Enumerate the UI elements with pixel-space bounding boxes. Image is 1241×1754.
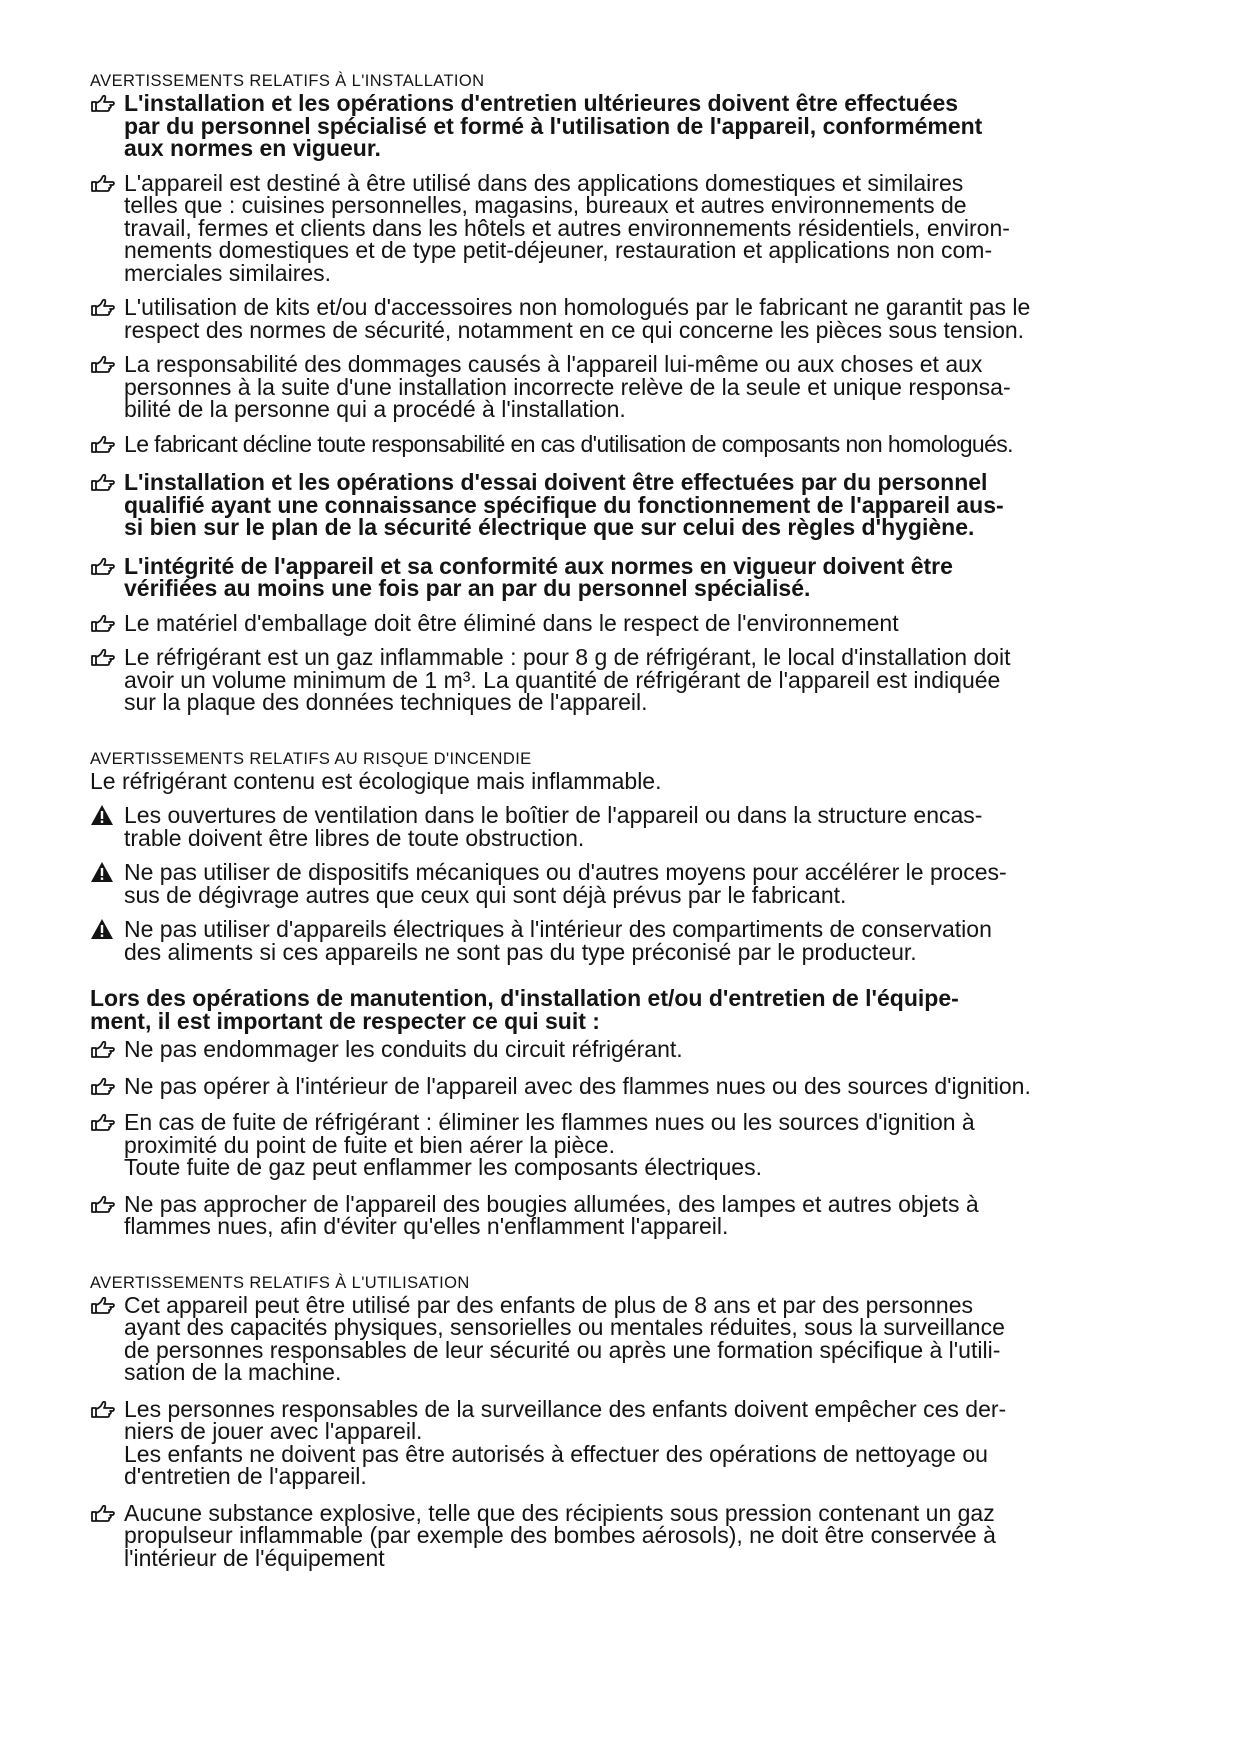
section-heading-installation: AVERTISSEMENTS RELATIFS À L'INSTALLATION bbox=[90, 72, 485, 90]
pointing-hand-icon bbox=[90, 433, 124, 455]
list-item bbox=[90, 1190, 1165, 1239]
list-item-text: Le réfrigérant est un gaz inflammable : pour 8 g de réfrigérant, le local d'installation doit avoir un volume minimum de 1 m³. La quantité de réfrigérant de l'appareil est indiquée sur la plaque des données techniques de l'appareil. bbox=[124, 644, 1011, 715]
list-item bbox=[90, 552, 1165, 601]
warning-triangle-icon bbox=[90, 918, 124, 940]
list-item bbox=[90, 646, 1165, 714]
list-item-text: L'intégrité de l'appareil et sa conformité aux normes en vigueur doivent être vérifiées au moins une fois par an par du personnel spécialisé. bbox=[124, 552, 953, 601]
list-item-text: La responsabilité des dommages causés à l'appareil lui-même ou aux choses et aux personnes à la suite d'une installation incorrecte relève de la seule et unique responsa- bilité de la personne qui a procédé à l'installation. bbox=[124, 351, 1011, 422]
list-item bbox=[90, 92, 1165, 160]
section-heading-fire: AVERTISSEMENTS RELATIFS AU RISQUE D'INCENDIE bbox=[90, 749, 532, 768]
section-heading-use: AVERTISSEMENTS RELATIFS À L'UTILISATION bbox=[90, 1273, 470, 1292]
pointing-hand-icon bbox=[90, 555, 124, 577]
warning-triangle-icon bbox=[90, 804, 124, 826]
list-item-text: L'appareil est destiné à être utilisé dans des applications domestiques et similaires telles que : cuisines personnelles, magasins, bureaux et autres environnements de travail, fermes et clients dans les hôtels et autres environnements résidentiels, environ- nements domestiques et de type petit-déjeuner, restauration et applications non com- merciales similaires. bbox=[124, 169, 1010, 286]
list-item-text: En cas de fuite de réfrigérant : éliminer les flammes nues ou les sources d'ignition à proximité du point de fuite et bien aérer la pièce. Toute fuite de gaz peut enflammer les composants électriques. bbox=[124, 1109, 975, 1180]
warning-item bbox=[90, 861, 1165, 906]
list-item bbox=[90, 1038, 1165, 1061]
list-item bbox=[90, 1291, 1165, 1385]
list-item bbox=[90, 1072, 1165, 1099]
pointing-hand-icon bbox=[90, 92, 124, 114]
warning-item bbox=[90, 918, 1165, 963]
pointing-hand-icon bbox=[90, 646, 124, 668]
list-item-text: L'installation et les opérations d'entretien ultérieures doivent être effectuées par du personnel spécialisé et formé à l'utilisation de l'appareil, conformément aux normes en vigueur. bbox=[124, 90, 983, 161]
list-item-text: Le matériel d'emballage doit être éliminé dans le respect de l'environnement bbox=[124, 609, 899, 636]
list-item-text: Les personnes responsables de la surveillance des enfants doivent empêcher ces der- niers de jouer avec l'appareil. Les enfants ne doivent pas être autorisés à effectuer des opérations de nettoyage ou d'entretien de l'appareil. bbox=[124, 1395, 1007, 1489]
pointing-hand-icon bbox=[90, 612, 124, 634]
list-item-text: Ne pas opérer à l'intérieur de l'appareil avec des flammes nues ou des sources d'ignition. bbox=[124, 1072, 1031, 1099]
list-item-text: Cet appareil peut être utilisé par des enfants de plus de 8 ans et par des personnes ayant des capacités physiques, sensorielles ou mentales réduites, sous la surveillance de personnes responsables de leur sécurité ou après une formation spécifique à l'utili- sation de la machine. bbox=[124, 1291, 1005, 1385]
list-item bbox=[90, 430, 1165, 457]
list-item bbox=[90, 1111, 1165, 1179]
list-item bbox=[90, 296, 1165, 341]
pointing-hand-icon bbox=[90, 1075, 124, 1097]
list-item bbox=[90, 169, 1165, 286]
pointing-hand-icon bbox=[90, 296, 124, 318]
list-item bbox=[90, 1499, 1165, 1571]
list-item-text: L'utilisation de kits et/ou d'accessoires non homologués par le fabricant ne garantit pas le respect des normes de sécurité, notamment en ce qui concerne les pièces sous tension. bbox=[124, 294, 1031, 343]
list-item bbox=[90, 1395, 1165, 1489]
pointing-hand-icon bbox=[90, 353, 124, 375]
list-item-text: Aucune substance explosive, telle que des récipients sous pression contenant un gaz propulseur inflammable (par exemple des bombes aérosols), ne doit être conservée à l'intérieur de l'équipement bbox=[124, 1499, 996, 1571]
list-item-text: Ne pas approcher de l'appareil des bougies allumées, des lampes et autres objets à flammes nues, afin d'éviter qu'elles n'enflamment l'appareil. bbox=[124, 1190, 979, 1239]
warning-text: Ne pas utiliser d'appareils électriques à l'intérieur des compartiments de conservation des aliments si ces appareils ne sont pas du type préconisé par le producteur. bbox=[124, 916, 992, 965]
pointing-hand-icon bbox=[90, 1502, 124, 1524]
list-item-text: Le fabricant décline toute responsabilité en cas d'utilisation de composants non homologués. bbox=[124, 430, 1013, 457]
list-item-text: L'installation et les opérations d'essai doivent être effectuées par du personnel qualifié ayant une connaissance spécifique du fonctionnement de l'appareil aus- si bien sur le plan de la sécurité électrique que sur celui des règles d'hygiène. bbox=[124, 469, 1004, 540]
warning-triangle-icon bbox=[90, 861, 124, 883]
pointing-hand-icon bbox=[90, 1294, 124, 1316]
pointing-hand-icon bbox=[90, 172, 124, 194]
list-item bbox=[90, 609, 1165, 636]
pointing-hand-icon bbox=[90, 1398, 124, 1420]
pointing-hand-icon bbox=[90, 1111, 124, 1133]
list-item bbox=[90, 353, 1165, 421]
pointing-hand-icon bbox=[90, 1038, 124, 1060]
handling-intro: Lors des opérations de manutention, d'installation et/ou d'entretien de l'équipe- ment, il est important de respecter ce qui suit : bbox=[90, 985, 959, 1034]
warning-text: Les ouvertures de ventilation dans le boîtier de l'appareil ou dans la structure encas- trable doivent être libres de toute obstruction. bbox=[124, 802, 983, 851]
list-item bbox=[90, 471, 1165, 539]
pointing-hand-icon bbox=[90, 471, 124, 493]
document-page bbox=[90, 72, 1165, 1569]
fire-intro: Le réfrigérant contenu est écologique mais inflammable. bbox=[90, 767, 662, 794]
pointing-hand-icon bbox=[90, 1193, 124, 1215]
warning-text: Ne pas utiliser de dispositifs mécaniques ou d'autres moyens pour accélérer le proces- sus de dégivrage autres que ceux qui sont déjà prévus par le fabricant. bbox=[124, 859, 1007, 908]
list-item-text: Ne pas endommager les conduits du circuit réfrigérant. bbox=[124, 1036, 683, 1062]
warning-item bbox=[90, 804, 1165, 849]
